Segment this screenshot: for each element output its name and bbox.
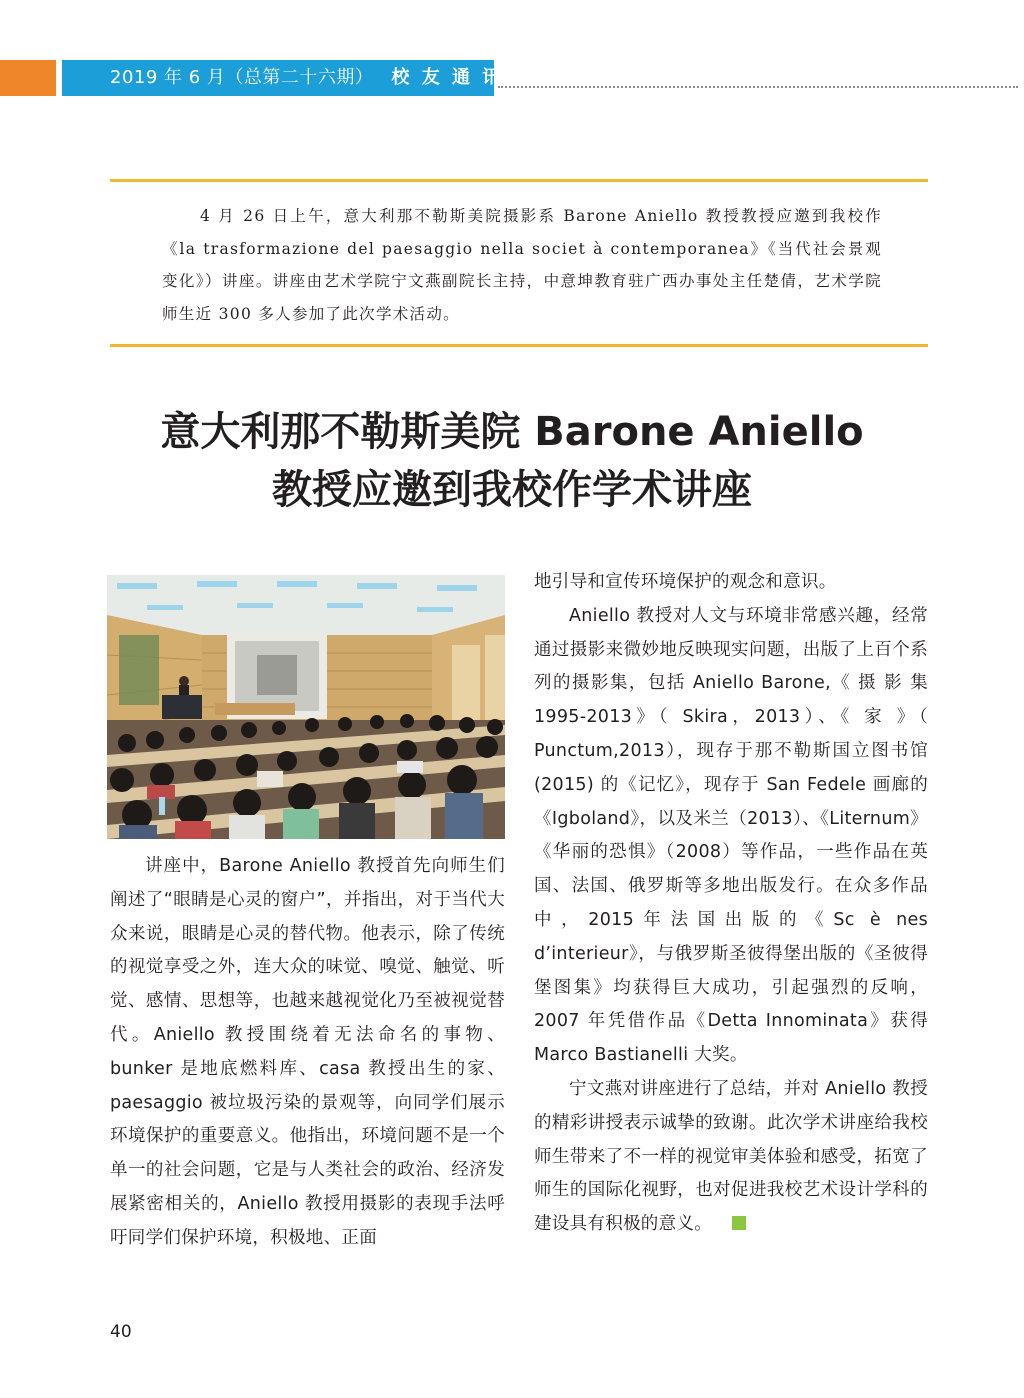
- body-right-column: [534, 566, 928, 1242]
- header-publication: 校 友 通 讯: [391, 67, 504, 88]
- body-left-column: [110, 850, 505, 1256]
- body-paragraph-works: Aniello 教授对人文与环境非常感兴趣，经常通过摄影来微妙地反映现实问题，出版了上百个系列的摄影集，包括 Aniello Barone,《 摄 影 集 1995-2013》（ Skira，2013）、《 家 》（ Punctum,2013），现存于那不勒斯国立图书馆 (2015) 的《记忆》，现存于 San Fedele 画廊的《Igboland》，以及米兰（2013）、《Liternum》《华丽的恐惧》（2008）等作品，一些作品在英国、法国、俄罗斯等多地出版发行。在众多作品中，2015年法国出版的《Sc è nes d’interieur》，与俄罗斯圣彼得堡出版的《圣彼得堡图集》均获得巨大成功，引起强烈的反响，2007 年凭借作品《Detta Innominata》获得 Marco Bastianelli 大奖。: [534, 605, 928, 1066]
- intro-top-rule: [110, 179, 928, 182]
- summary-text: 宁文燕对讲座进行了总结，并对 Aniello 教授的精彩讲授表示诚挚的致谢。此次学术讲座给我校师生带来了不一样的视觉审美体验和感受，拓宽了师生的国际化视野，也对促进我校艺术设计学科的建设具有积极的意义。: [534, 1078, 928, 1235]
- page-number: 40: [110, 1322, 132, 1342]
- body-paragraph-lecture: 讲座中，Barone Aniello 教授首先向师生们阐述了“眼睛是心灵的窗户”，并指出，对于当代大众来说，眼睛是心灵的替代物。他表示，除了传统的视觉享受之外，连大众的味觉、嗅觉、触觉、听觉、感情、思想等，也越来越视觉化乃至被视觉替代。Aniello 教授围绕着无法命名的事物、bunker 是地底燃料库、casa 教授出生的家、paesaggio 被垃圾污染的景观等，向同学们展示环境保护的重要意义。他指出，环境问题不是一个单一的社会问题，它是与人类社会的政治、经济发展紧密相关的，Aniello 教授用摄影的表现手法呼吁同学们保护环境，积极地、正面: [110, 856, 505, 1248]
- header-issue: 2019 年 6 月（总第二十六期）: [110, 67, 374, 88]
- body-paragraph-continuation: 地引导和宣传环境保护的观念和意识。: [534, 572, 837, 592]
- end-mark-icon: [732, 1216, 746, 1230]
- header-dotted-rule: [498, 86, 1018, 88]
- intro-summary: 4 月 26 日上午，意大利那不勒斯美院摄影系 Barone Aniello 教授教授应邀到我校作《la trasformazione del paesaggio nella societ à contemporanea》《当代社会景观变化》）讲座。讲座由艺术学院宁文燕副院长主持，中意坤教育驻广西办事处主任楚倩，艺术学院师生近 300 多人参加了此次学术活动。: [162, 207, 882, 323]
- article-title-line2: 教授应邀到我校作学术讲座: [272, 467, 752, 513]
- article-title-line1: 意大利那不勒斯美院 Barone Aniello: [160, 409, 864, 455]
- lecture-photo: [107, 575, 505, 839]
- header-orange-block: [0, 60, 56, 96]
- body-paragraph-summary: [534, 1073, 928, 1242]
- header-bar: [62, 60, 504, 96]
- intro-bottom-rule: [110, 344, 928, 347]
